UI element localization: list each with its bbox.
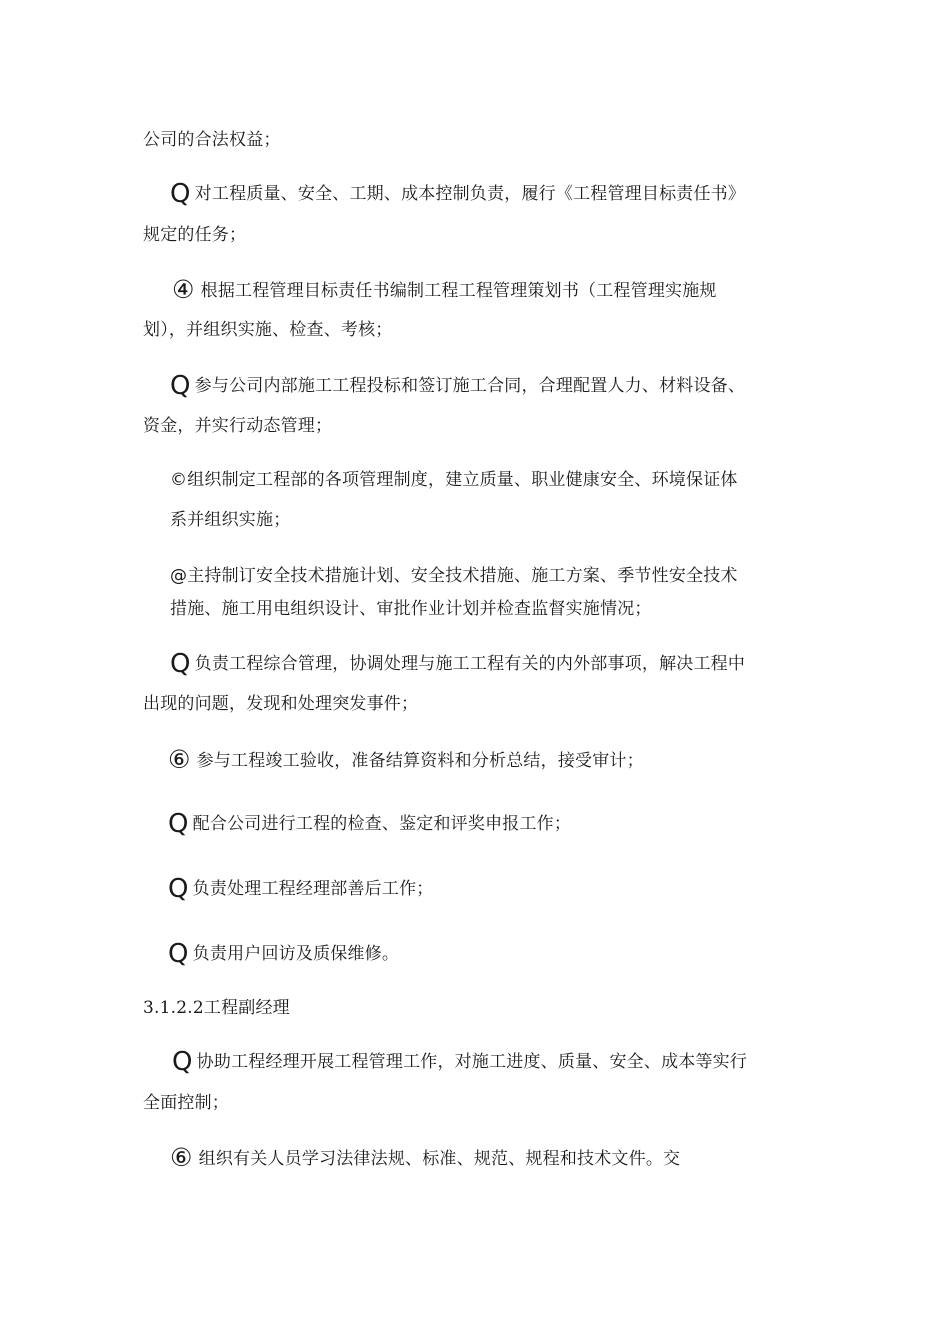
list-marker: ⑥ [168, 745, 191, 774]
paragraph-line [143, 414, 332, 438]
line-text: 对工程质量、安全、工期、成本控制负责，履行《工程管理目标责任书》 [194, 184, 746, 204]
list-marker: © [170, 470, 188, 490]
paragraph-line [170, 508, 290, 532]
line-text: 负责工程综合管理，协调处理与施工工程有关的内外部事项，解决工程中 [194, 654, 746, 674]
line-text: 协助工程经理开展工程管理工作，对施工进度、质量、安全、成本等实行 [196, 1052, 748, 1072]
list-item-line [170, 564, 738, 588]
line-text: 负责用户回访及质保维修。 [192, 944, 400, 964]
line-text: 负责处理工程经理部善后工作； [192, 879, 434, 899]
list-item-line [172, 275, 717, 304]
line-text: 出现的问题，发现和处理突发事件； [143, 694, 419, 714]
paragraph-line [143, 1091, 229, 1115]
line-text: 全面控制； [143, 1093, 229, 1113]
list-marker: Q [168, 939, 189, 969]
line-text: 措施、施工用电组织设计、审批作业计划并检查监督实施情况； [170, 599, 652, 619]
line-text: 组织制定工程部的各项管理制度，建立质量、职业健康安全、环境保证体 [187, 470, 738, 490]
line-text: 资金，并实行动态管理； [143, 416, 333, 436]
list-marker: Q [172, 1047, 193, 1077]
list-marker: @ [170, 566, 188, 586]
list-item-line [168, 939, 400, 969]
list-marker: Q [168, 874, 189, 904]
list-marker: Q [168, 809, 189, 839]
paragraph-line [143, 318, 393, 342]
list-item-line [170, 649, 746, 679]
line-text: 参与公司内部施工工程投标和签订施工合同，合理配置人力、材料设备、 [194, 376, 746, 396]
line-text: 公司的合法权益； [143, 130, 281, 150]
section-heading [143, 996, 290, 1020]
list-item-line [170, 179, 746, 209]
line-text: 主持制订安全技术措施计划、安全技术措施、施工方案、季节性安全技术 [187, 566, 738, 586]
list-item-line [170, 371, 746, 401]
list-item-line [170, 1143, 681, 1172]
line-text: 划），并组织实施、检查、考核； [143, 320, 393, 340]
paragraph-line [170, 597, 652, 621]
list-marker: ④ [172, 275, 195, 304]
list-item-line [172, 1047, 748, 1077]
list-marker: Q [170, 179, 191, 209]
heading-text: 3.1.2.2工程副经理 [143, 998, 290, 1018]
paragraph-line [143, 128, 281, 152]
paragraph-line [143, 692, 418, 716]
list-marker: Q [170, 371, 191, 401]
line-text: 配合公司进行工程的检查、鉴定和评奖申报工作； [192, 814, 572, 834]
line-text: 系并组织实施； [170, 510, 291, 530]
list-marker: ⑥ [170, 1143, 193, 1172]
line-text: 参与工程竣工验收，准备结算资料和分析总结，接受审计； [196, 751, 644, 771]
list-item-line [168, 745, 644, 774]
line-text: 根据工程管理目标责任书编制工程工程管理策划书（工程管理实施规 [200, 281, 717, 301]
list-item-line [170, 468, 738, 492]
line-text: 组织有关人员学习法律法规、标准、规范、规程和技术文件。交 [198, 1149, 681, 1169]
list-item-line [168, 809, 572, 839]
line-text: 规定的任务； [143, 225, 247, 245]
list-marker: Q [170, 649, 191, 679]
paragraph-line [143, 223, 246, 247]
list-item-line [168, 874, 434, 904]
